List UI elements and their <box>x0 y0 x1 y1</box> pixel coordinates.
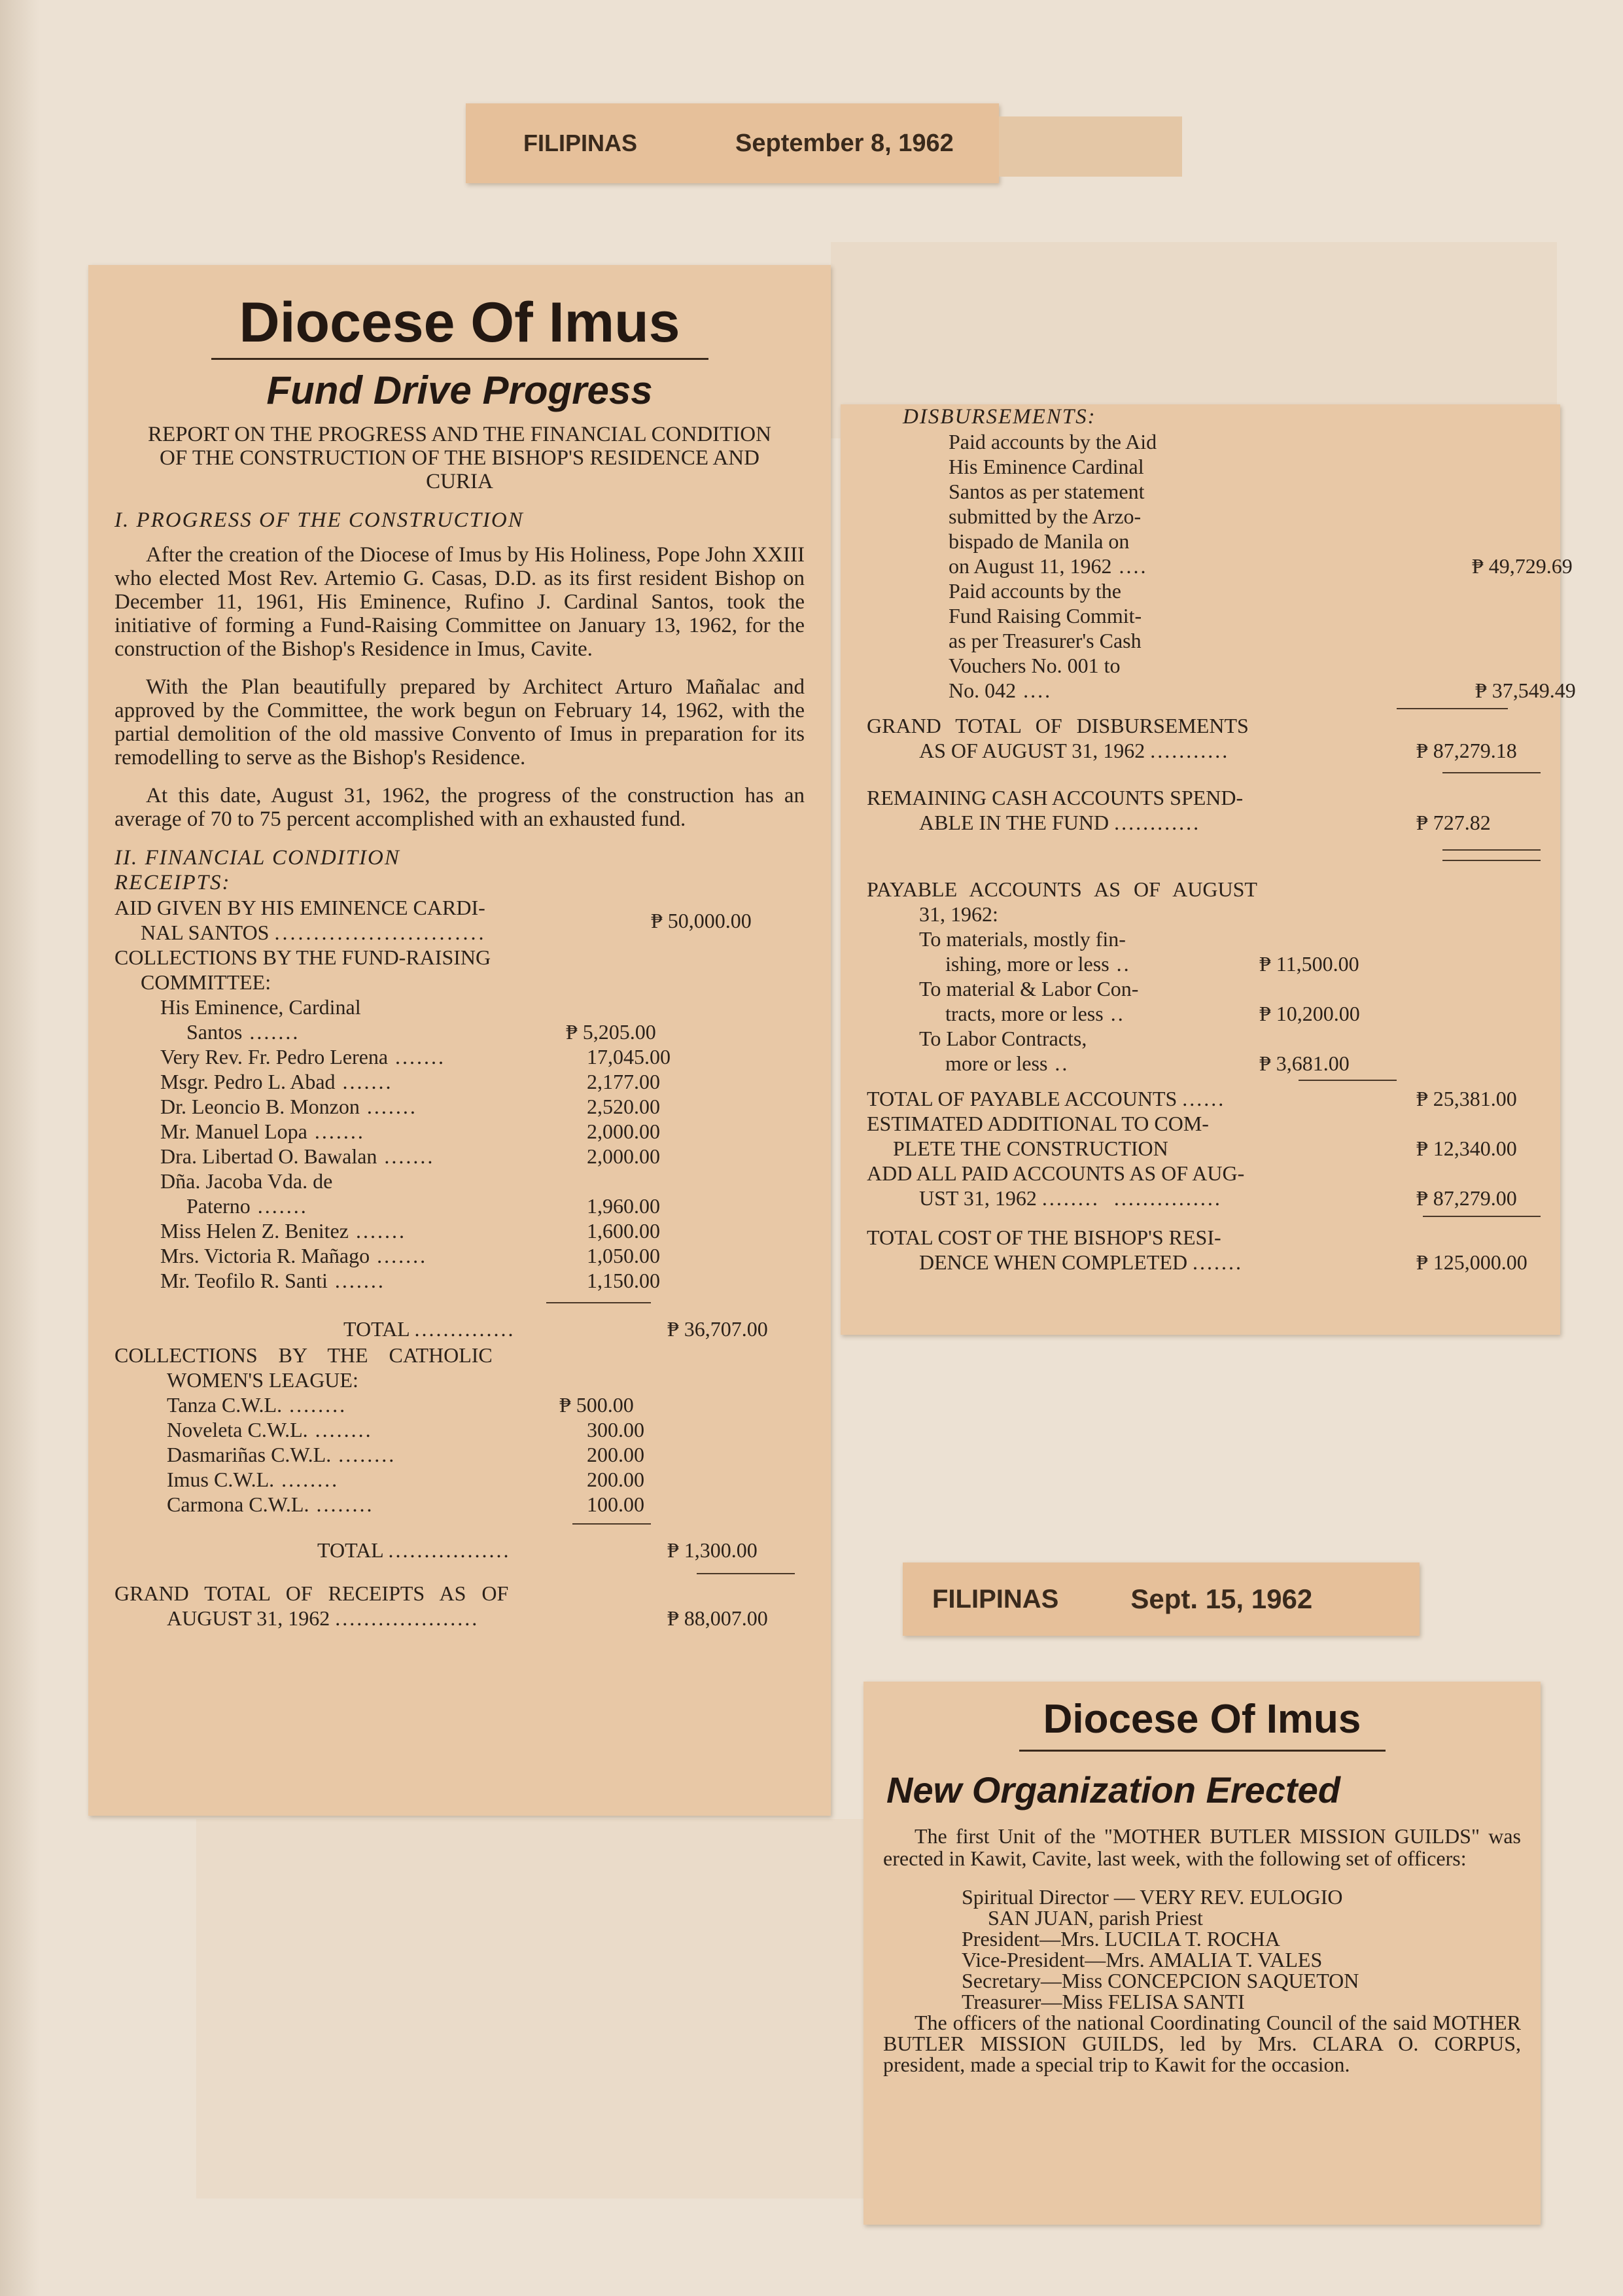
disb-rule-5 <box>1423 1216 1541 1217</box>
leader-dots: ....... <box>335 1070 393 1093</box>
committee-total-amount: ₱ 36,707.00 <box>667 1317 768 1341</box>
contributor-amount: 1,150.00 <box>587 1269 660 1292</box>
disb-rule-4 <box>1442 860 1541 861</box>
remaining-amount: ₱ 727.82 <box>1416 811 1491 834</box>
disb-rule-3 <box>1442 849 1541 851</box>
payable-accounts-list <box>919 927 1534 1076</box>
entry-line <box>949 653 1534 678</box>
contributor-amount: 1,960.00 <box>587 1194 660 1218</box>
leader-dots: ....... <box>388 1045 446 1069</box>
entry-line <box>949 429 1534 454</box>
list-item <box>919 927 1534 976</box>
entry-line-text: Vouchers No. 001 to <box>949 654 1121 677</box>
disbursements-heading: DISBURSEMENTS: <box>903 405 1096 429</box>
cwl-total-amount: ₱ 1,300.00 <box>667 1538 758 1562</box>
table-row <box>167 1417 805 1442</box>
grand-disbursements-line2: AS OF AUGUST 31, 1962 <box>919 739 1145 762</box>
clipping-date-2: Sept. 15, 1962 <box>1130 1583 1313 1614</box>
entry-line <box>949 603 1534 628</box>
contributor-name: Santos <box>186 1020 243 1044</box>
contributor-name: Paterno <box>186 1194 251 1218</box>
article-title: Diocese Of Imus <box>239 291 680 354</box>
contributor-amount: ₱ 5,205.00 <box>566 1020 656 1044</box>
entry-line <box>949 529 1534 554</box>
entry-line <box>919 1001 1534 1026</box>
album-page-edge <box>0 0 39 2296</box>
table-row <box>167 1442 805 1467</box>
chapter-amount: 200.00 <box>587 1468 644 1491</box>
article-fund-drive-progress: Diocese Of Imus Fund Drive Progress REPORT ON THE PROGRESS AND THE FINANCIAL CONDITION OF THE CONSTRUCTION OF THE BISHOP'S RESIDENCE AND CURIA I. PROGRESS OF THE CONSTRUCTION After the creation of the Diocese of Imus by His Holiness, Pope John XXIII who elected Most Rev. Artemio G. Casas, D.D. as its first resident Bishop on December 11, 1961, His Eminence, Rufino J. Cardinal Santos, took the initiative of forming a Fund-Raising Committee on January 13, 1962, for the construction of the Bishop's Residence in Imus, Cavite. With the Plan beautifully prepared by Architect Arturo Mañalac and approved by the Committee, the work begun on February 14, 1962, with the partial demolition of the old massive Convento of Imus in preparation for its remodelling to serve as the Bishop's Residence. At this date, August 31, 1962, the progress of the construction has an average of 70 to 75 percent accomplished with an exhausted fund. II. FINANCIAL CONDITION RECEIPTS: AID GIVEN BY HIS EMINENCE CARDI- NAL SANTOS ........................... ₱ 50,000.00 COLLECTIONS BY THE FUND-RAISING COMMITTEE: His Eminence, Cardinal Santos ....... ₱ 5,205.00 Very Rev. Fr. Pedro Lerena ....... 17,045.00 Msgr. Pedro L. Abad ....... 2,177.00 Dr. Leoncio B. Monzon ....... 2,520.00 Mr. Manuel Lopa ....... 2,000.00 Dra. Libertad O. Bawalan ....... 2,000.00 Dña. Jacoba Vda. de Paterno ....... 1,960.00 Miss Helen Z. Benitez ....... 1,600.00 Mrs. Victoria R. Mañago ....... 1,050.00 Mr. Teofilo R. Santi ....... 1,150.00 TOTAL .............. ₱ 36,707.00 COLLECTIONS BY THE CATHOLIC WOMEN'S LEAGUE: Tanza C.W.L. ........ ₱ 500.00 Noveleta C.W.L. ........ 300.00 Dasmariñas C.W.L. ........ 200.00 Imus C.W.L. ........ 200.00 Carmona C.W.L. ........ 100.00 TOTAL ................. ₱ 1,300.00 GRAND TOTAL OF RECEIPTS AS OF AUGUST 31, 1962 .................... ₱ 88,007.00 <box>88 265 831 1816</box>
committee-contributors-list <box>160 995 805 1293</box>
leader-dots: ........ <box>331 1443 396 1466</box>
article2-intro: The first Unit of the "MOTHER BUTLER MISSION GUILDS" was erected in Kawit, Cavite, last week, with the following set of officers: <box>883 1824 1521 1870</box>
entry-line <box>949 454 1534 479</box>
leader-dots: .. <box>1047 1051 1070 1075</box>
entry-line-text: His Eminence Cardinal <box>949 455 1144 478</box>
leader-dots: ........ <box>307 1418 373 1441</box>
leader-dots: .. <box>1109 952 1131 976</box>
contributor-amount: 17,045.00 <box>587 1045 671 1069</box>
contributor-name: Very Rev. Fr. Pedro Lerena <box>160 1045 389 1069</box>
leader-dots: ....... <box>307 1120 365 1143</box>
leader-dots: ....... <box>242 1020 300 1044</box>
entry-line-text: bispado de Manila on <box>949 529 1130 553</box>
leader-dots: ....... <box>377 1144 435 1168</box>
contributor-name: Mr. Manuel Lopa <box>160 1120 307 1143</box>
table-row <box>160 1268 805 1293</box>
total-cost-amount: ₱ 125,000.00 <box>1416 1250 1527 1274</box>
table-row <box>160 1243 805 1268</box>
officer-line: Spiritual Director — VERY REV. EULOGIO <box>962 1885 1343 1909</box>
article2-title: Diocese Of Imus <box>1043 1697 1361 1742</box>
payable-sum-rule <box>1299 1080 1397 1081</box>
entry-line <box>919 927 1534 951</box>
table-row <box>160 1069 805 1094</box>
chapter-amount: 300.00 <box>587 1418 644 1441</box>
disbursement-committee-entry <box>949 578 1534 703</box>
estimated-amount: ₱ 12,340.00 <box>1416 1137 1517 1160</box>
table-row <box>167 1467 805 1492</box>
entry-line <box>919 1026 1534 1051</box>
officers-list <box>962 1886 1521 2012</box>
disbursement-committee-amount: ₱ 37,549.49 <box>1475 679 1576 702</box>
grand-receipts-amount: ₱ 88,007.00 <box>667 1606 768 1630</box>
payable-amount: ₱ 11,500.00 <box>1259 952 1359 976</box>
clipping-header-sept-8 <box>466 103 999 183</box>
chapter-name: Imus C.W.L. <box>167 1468 275 1491</box>
entry-line <box>949 628 1534 653</box>
contributor-name: His Eminence, Cardinal <box>160 995 361 1019</box>
add-paid-line1: ADD ALL PAID ACCOUNTS AS OF AUG- <box>867 1161 1245 1185</box>
officer-line: Treasurer—Miss FELISA SANTI <box>962 1990 1245 2013</box>
table-row <box>160 1019 805 1044</box>
contributor-amount: 2,520.00 <box>587 1095 660 1118</box>
payable-amount: ₱ 3,681.00 <box>1259 1051 1350 1075</box>
chapter-name: Noveleta C.W.L. <box>167 1418 308 1441</box>
contributor-name: Miss Helen Z. Benitez <box>160 1219 349 1243</box>
list-item <box>919 1026 1534 1076</box>
entry-line <box>919 1051 1534 1076</box>
table-row <box>167 1392 805 1417</box>
title-rule <box>211 358 708 360</box>
grand-receipts-line2: AUGUST 31, 1962 <box>167 1606 330 1630</box>
entry-line-text: as per Treasurer's Cash <box>949 629 1142 652</box>
committee-sum-rule <box>546 1302 651 1303</box>
payable-line1: To materials, mostly fin- <box>919 927 1126 951</box>
entry-line-text: Fund Raising Commit- <box>949 604 1142 627</box>
contributor-amount: 1,050.00 <box>587 1244 660 1267</box>
payable-line1: To material & Labor Con- <box>919 977 1139 1000</box>
entry-line <box>949 554 1534 578</box>
leader-dots: ........ <box>274 1468 340 1491</box>
report-title: REPORT ON THE PROGRESS AND THE FINANCIAL CONDITION OF THE CONSTRUCTION OF THE BISHOP'S RESIDENCE AND CURIA <box>148 423 771 493</box>
table-row <box>160 1119 805 1144</box>
leader-dots: ....... <box>359 1095 417 1118</box>
remaining-line1: REMAINING CASH ACCOUNTS SPEND- <box>867 786 1244 809</box>
tape-strip <box>999 116 1182 177</box>
chapter-name: Carmona C.W.L. <box>167 1492 309 1516</box>
grand-disbursements-line1: GRAND TOTAL OF DISBURSEMENTS <box>867 714 1249 737</box>
disb-rule-1 <box>1397 708 1508 709</box>
entry-line <box>949 479 1534 504</box>
chapter-amount: 200.00 <box>587 1443 644 1466</box>
entry-line <box>919 976 1534 1001</box>
contributor-amount: 2,000.00 <box>587 1144 660 1168</box>
aid-label-line2: NAL SANTOS <box>141 921 270 944</box>
leader-dots: ........ <box>282 1393 347 1417</box>
contributor-name: Msgr. Pedro L. Abad <box>160 1070 336 1093</box>
table-row <box>160 1144 805 1169</box>
payable-line2: more or less <box>945 1051 1048 1075</box>
article2-subtitle: New Organization Erected <box>886 1769 1340 1810</box>
chapter-name: Tanza C.W.L. <box>167 1393 283 1417</box>
contributor-name: Dña. Jacoba Vda. de <box>160 1169 333 1193</box>
newspaper-name-2: FILIPINAS <box>932 1584 1059 1614</box>
table-row <box>160 1193 805 1218</box>
contributor-name: Mr. Teofilo R. Santi <box>160 1269 328 1292</box>
total-cost-line1: TOTAL COST OF THE BISHOP'S RESI- <box>867 1226 1221 1249</box>
clipping-date: September 8, 1962 <box>735 129 954 157</box>
table-row <box>167 1492 805 1517</box>
table-row <box>160 1044 805 1069</box>
cwl-contributions-list <box>167 1392 805 1517</box>
disb-rule-2 <box>1442 772 1541 773</box>
leader-dots: .. <box>1103 1002 1125 1025</box>
chapter-name: Dasmariñas C.W.L. <box>167 1443 332 1466</box>
cwl-label-line1: COLLECTIONS BY THE CATHOLIC <box>114 1343 493 1367</box>
committee-label-line2: COMMITTEE: <box>141 970 271 994</box>
newspaper-name: FILIPINAS <box>523 130 638 156</box>
committee-total-label: TOTAL <box>343 1317 410 1341</box>
article2-title-rule <box>1019 1750 1386 1752</box>
officer-line: President—Mrs. LUCILA T. ROCHA <box>962 1927 1280 1951</box>
contributor-name: Dr. Leoncio B. Monzon <box>160 1095 360 1118</box>
entry-line <box>919 951 1534 976</box>
officer-line: Secretary—Miss CONCEPCION SAQUETON <box>962 1969 1359 1992</box>
section-financial-heading: II. FINANCIAL CONDITION <box>114 846 400 870</box>
aid-entry: AID GIVEN BY HIS EMINENCE CARDI- NAL SANTOS ........................... ₱ 50,000.00 <box>114 896 752 944</box>
article-new-organization <box>864 1682 1541 2225</box>
aid-label-line1: AID GIVEN BY HIS EMINENCE CARDI- <box>114 896 485 919</box>
contributor-name: Dra. Libertad O. Bawalan <box>160 1144 377 1168</box>
table-row <box>160 1218 805 1243</box>
entry-line-text: on August 11, 1962 <box>949 554 1112 578</box>
committee-label-line1: COLLECTIONS BY THE FUND-RAISING <box>114 945 491 969</box>
grand-disbursements-amount: ₱ 87,279.18 <box>1416 739 1517 762</box>
paragraph-plan: With the Plan beautifully prepared by Architect Arturo Mañalac and approved by the Committee, the work begun on February 14, 1962, with the partial demolition of the old massive Convento of Imus in preparation for its remodelling to serve as the Bishop's Residence. <box>114 675 805 769</box>
entry-line-text: Paid accounts by the Aid <box>949 430 1157 453</box>
entry-line-text: No. 042 <box>949 679 1017 702</box>
disbursement-aid-entry <box>949 429 1534 578</box>
payable-amount: ₱ 10,200.00 <box>1259 1002 1360 1025</box>
add-paid-line2: UST 31, 1962 <box>919 1186 1037 1210</box>
estimated-line2: PLETE THE CONSTRUCTION <box>893 1137 1168 1160</box>
total-payable-amount: ₱ 25,381.00 <box>1416 1087 1517 1110</box>
disbursement-aid-amount: ₱ 49,729.69 <box>1472 554 1573 578</box>
contributor-amount: 2,177.00 <box>587 1070 660 1093</box>
payable-line2: tracts, more or less <box>945 1002 1104 1025</box>
cwl-label-line2: WOMEN'S LEAGUE: <box>167 1368 358 1392</box>
section-progress-heading: I. PROGRESS OF THE CONSTRUCTION <box>114 508 524 532</box>
table-row <box>160 1094 805 1119</box>
payable-line1: PAYABLE ACCOUNTS AS OF AUGUST <box>867 877 1257 901</box>
aid-amount: ₱ 50,000.00 <box>651 909 752 932</box>
article2-closing: The officers of the national Coordinating Council of the said MOTHER BUTLER MISSION GUILDS, led by Mrs. CLARA O. CORPUS, president, made a special trip to Kawit for the occasion. <box>883 2011 1521 2076</box>
entry-line <box>949 578 1534 603</box>
disbursements-clipping: DISBURSEMENTS: Paid accounts by the Aid His Eminence Cardinal Santos as per statement submitted by the Arzo- bispado de Manila on on August 11, 1962 .... ₱ 49,729.69 Paid accounts by the Fund Raising Commit- as per Treasurer's Cash Vouchers No. 001 to No. 042 .... ₱ 37,549.49 GRAND TOTAL OF DISBURSEMENTS AS OF AUGUST 31, 1962 ........... ₱ 87,279.18 REMAINING CASH ACCOUNTS SPEND- ABLE IN THE FUND ............ ₱ 727.82 PAYABLE ACCOUNTS AS OF AUGUST 31, 1962: To materials, mostly fin- ishing, more or less .. ₱ 11,500.00 To material & Labor Con- tracts, more or less .. ₱ 10,200.00 To Labor Contracts, more or less .. ₱ 3,681.00 TOTAL OF PAYABLE ACCOUNTS ...... ₱ 25,381.00 ESTIMATED ADDITIONAL TO COM- PLETE THE CONSTRUCTION ₱ 12,340.00 ADD ALL PAID ACCOUNTS AS OF AUG- UST 31, 1962 ........ ............... ₱ 87,279.00 TOTAL COST OF THE BISHOP'S RESI- DENCE WHEN COMPLETED ....... ₱ 125,000.00 <box>841 404 1560 1335</box>
leader-dots: .... <box>1016 679 1053 702</box>
table-row <box>160 1169 805 1193</box>
entry-line-text: submitted by the Arzo- <box>949 504 1142 528</box>
list-item <box>919 976 1534 1026</box>
leader-dots: ....... <box>250 1194 308 1218</box>
cwl-total-label: TOTAL <box>317 1538 383 1562</box>
add-paid-amount: ₱ 87,279.00 <box>1416 1186 1517 1210</box>
article-subtitle: Fund Drive Progress <box>266 368 653 412</box>
paragraph-progress: At this date, August 31, 1962, the progress of the construction has an average of 70 to 75 percent accomplished with an exhausted fund. <box>114 784 805 831</box>
leader-dots: ....... <box>327 1269 385 1292</box>
payable-line2: ishing, more or less <box>945 952 1109 976</box>
payable-line2: 31, 1962: <box>919 902 998 926</box>
contributor-amount: 1,600.00 <box>587 1219 660 1243</box>
officer-line: Vice-President—Mrs. AMALIA T. VALES <box>962 1948 1323 1971</box>
clipping-header-sept-15 <box>903 1563 1420 1636</box>
entry-line-text: Santos as per statement <box>949 480 1145 503</box>
entry-line <box>949 678 1534 703</box>
leader-dots: ....... <box>348 1219 406 1243</box>
paragraph-creation: After the creation of the Diocese of Imus by His Holiness, Pope John XXIII who elected Most Rev. Artemio G. Casas, D.D. as its first resident Bishop on December 11, 1961, His Eminence, Rufino J. Cardinal Santos, took the initiative of forming a Fund-Raising Committee on January 13, 1962, for the construction of the Bishop's Residence in Imus, Cavite. <box>114 543 805 661</box>
grand-receipts-rule <box>697 1573 795 1574</box>
receipts-heading: RECEIPTS: <box>114 871 231 894</box>
total-payable-label: TOTAL OF PAYABLE ACCOUNTS <box>867 1087 1178 1110</box>
cwl-sum-rule <box>572 1523 651 1525</box>
grand-receipts-line1: GRAND TOTAL OF RECEIPTS AS OF <box>114 1581 509 1605</box>
remaining-line2: ABLE IN THE FUND <box>919 811 1109 834</box>
entry-line <box>949 504 1534 529</box>
total-cost-line2: DENCE WHEN COMPLETED <box>919 1250 1188 1274</box>
contributor-amount: 2,000.00 <box>587 1120 660 1143</box>
payable-line1: To Labor Contracts, <box>919 1027 1087 1050</box>
leader-dots: ........ <box>309 1492 374 1516</box>
leader-dots: .... <box>1111 554 1148 578</box>
leader-dots: ....... <box>370 1244 428 1267</box>
entry-line-text: Paid accounts by the <box>949 579 1121 603</box>
backing-paper-lower <box>196 1819 870 2199</box>
table-row <box>160 995 805 1019</box>
estimated-line1: ESTIMATED ADDITIONAL TO COM- <box>867 1112 1209 1135</box>
officer-line: SAN JUAN, parish Priest <box>988 1906 1203 1930</box>
chapter-amount: 100.00 <box>587 1492 644 1516</box>
contributor-name: Mrs. Victoria R. Mañago <box>160 1244 370 1267</box>
chapter-amount: ₱ 500.00 <box>559 1393 634 1417</box>
